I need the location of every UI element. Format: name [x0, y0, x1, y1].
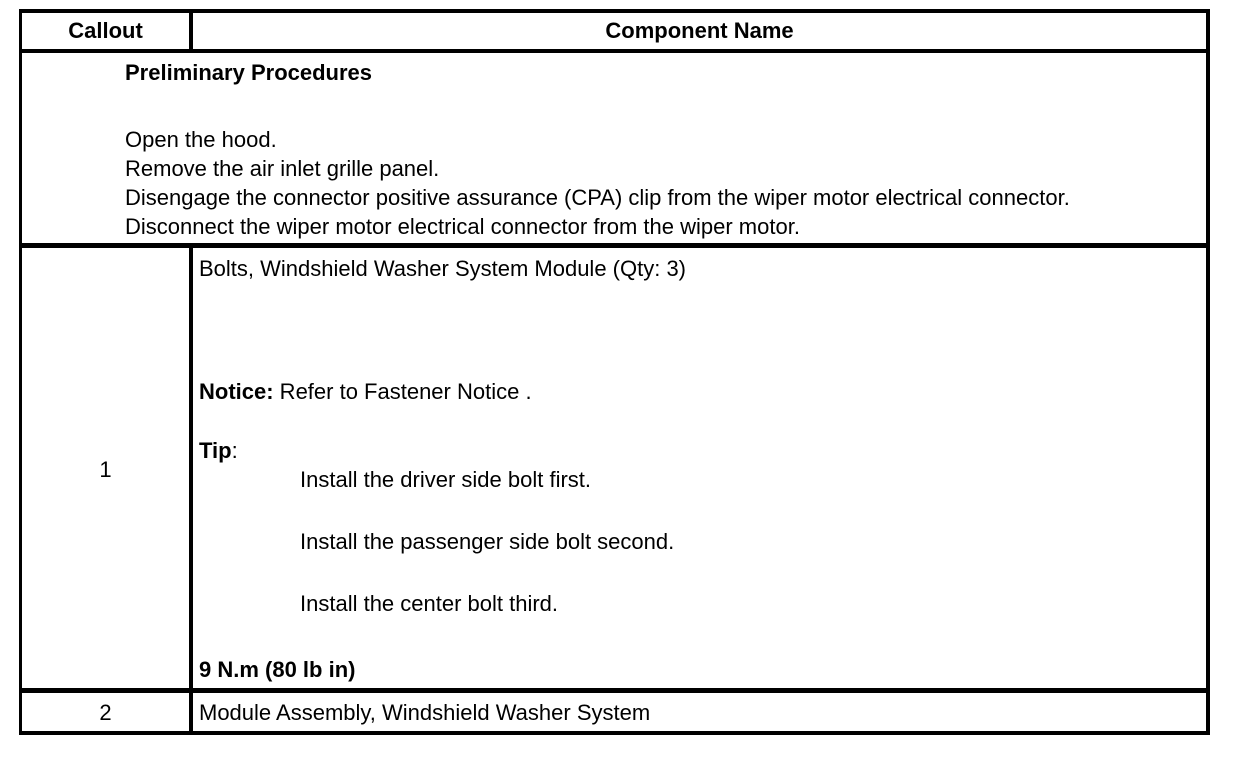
header-bottom-border: [19, 49, 1210, 53]
row1-tip: [199, 437, 238, 465]
row1-bottom-border: [19, 688, 1210, 693]
preliminary-title: Preliminary Procedures: [125, 60, 373, 85]
tip-item: Install the passenger side bolt second.: [300, 529, 675, 554]
preliminary-step: Remove the air inlet grille panel.: [125, 156, 440, 181]
column-divider-body: [189, 243, 193, 735]
header-callout: Callout: [68, 18, 143, 43]
row1-callout: 1: [99, 457, 112, 482]
row2-callout: 2: [99, 700, 112, 725]
notice-label: Notice:: [199, 379, 274, 404]
preliminary-step: Open the hood.: [125, 127, 277, 152]
header-component-name: Component Name: [605, 18, 794, 43]
table-border-top: [19, 9, 1210, 13]
tip-label: Tip: [199, 438, 232, 463]
row1-component-name: Bolts, Windshield Washer System Module (Qty: 3): [199, 256, 687, 281]
table-border-left: [19, 9, 22, 735]
tip-item: Install the driver side bolt first.: [300, 467, 592, 492]
table-border-bottom: [19, 731, 1210, 735]
preliminary-step: Disconnect the wiper motor electrical connector from the wiper motor.: [125, 214, 800, 239]
preliminary-bottom-border: [19, 243, 1210, 248]
preliminary-step: Disengage the connector positive assurance (CPA) clip from the wiper motor electrical connector.: [125, 185, 1070, 210]
row2-component-name: Module Assembly, Windshield Washer System: [199, 700, 651, 725]
component-table: [19, 9, 1210, 735]
notice-text: Refer to Fastener Notice .: [273, 379, 532, 404]
row1-notice: [199, 378, 532, 406]
table-border-right: [1206, 9, 1210, 735]
tip-item: Install the center bolt third.: [300, 591, 559, 616]
row1-torque: 9 N.m (80 lb in): [199, 657, 356, 682]
tip-colon: :: [231, 438, 238, 463]
